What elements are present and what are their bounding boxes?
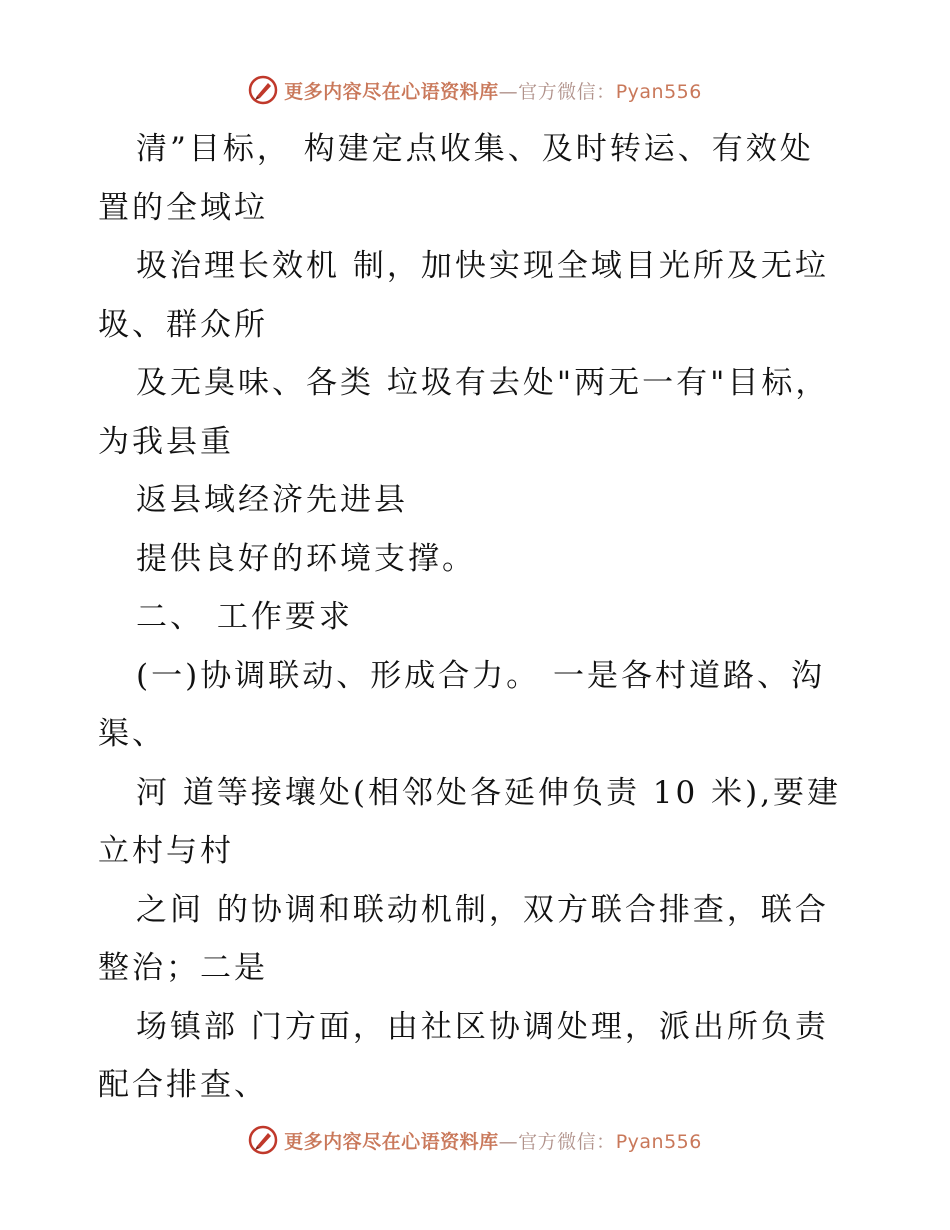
text-line: 清”目标， 构建定点收集、及时转运、有效处: [136, 131, 814, 167]
pen-logo-icon: [248, 1125, 278, 1155]
text-line: 提供良好的环境支撑。: [136, 540, 476, 577]
text-line: 渠、: [98, 716, 166, 752]
text-line: 场镇部 门方面，由社区协调处理，派出所负责: [136, 1008, 829, 1045]
pen-logo-icon: [248, 75, 278, 105]
text-line: 河 道等接壤处(相邻处各延伸负责 10 米),要建: [136, 774, 842, 811]
watermark-id: Pyan556: [615, 1130, 702, 1153]
text-line: 圾治理长效机 制，加快实现全域目光所及无垃: [136, 248, 829, 284]
watermark-main: 更多内容尽在心语资料库: [284, 80, 499, 103]
text-line: 整治；二是: [98, 950, 268, 986]
text-line: 二、 工作要求: [136, 599, 353, 635]
text-line: 为我县重: [98, 423, 234, 460]
watermark-sub: —官方微信：: [498, 1130, 616, 1153]
text-line: 之间 的协调和联动机制，双方联合排查，联合: [136, 891, 829, 928]
watermark-main: 更多内容尽在心语资料库: [284, 1130, 499, 1153]
text-line: 立村与村: [98, 833, 234, 869]
watermark-text: [284, 1127, 702, 1154]
text-line: 配合排查、: [98, 1067, 268, 1103]
text-line: 置的全域垃: [98, 189, 268, 226]
text-line: 返县域经济先进县: [136, 482, 408, 518]
watermark-header: [0, 72, 950, 108]
watermark-sub: —官方微信：: [498, 80, 616, 103]
text-line: (一)协调联动、形成合力。 一是各村道路、沟: [136, 657, 826, 694]
watermark-text: [284, 77, 702, 104]
text-line: 及无臭味、各类 垃圾有去处"两无一有"目标，: [136, 365, 830, 401]
watermark-footer: [0, 1122, 950, 1158]
text-line: 圾、群众所: [98, 306, 268, 343]
watermark-id: Pyan556: [615, 80, 702, 103]
document-body: [98, 120, 858, 1115]
